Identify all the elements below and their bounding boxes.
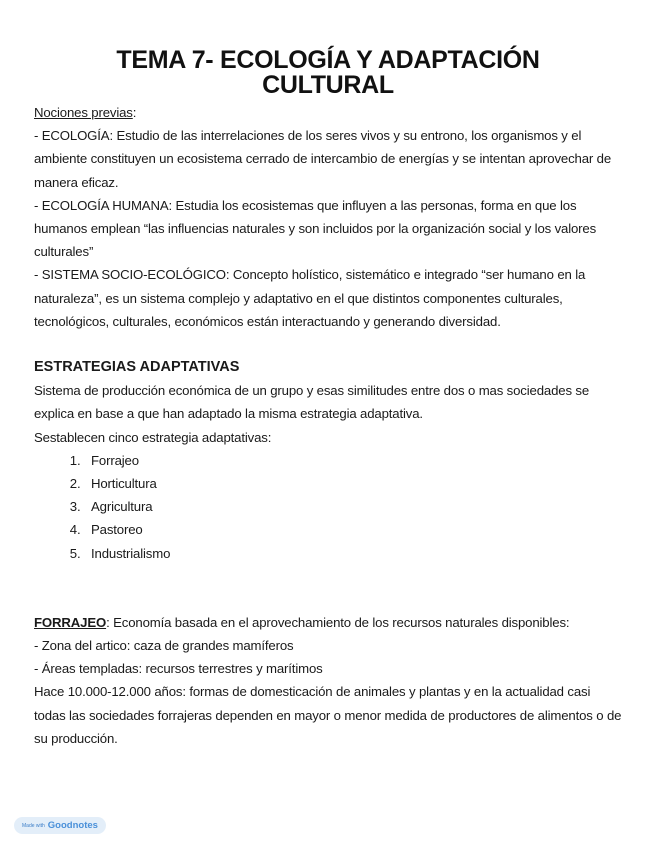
estrategias-intro: Sestablecen cinco estrategia adaptativas: xyxy=(34,429,272,445)
spacer xyxy=(34,565,622,611)
ecologia-term: - ECOLOGÍA: xyxy=(34,128,117,144)
ecologia-text: Estudio de las interrelaciones de los seres vivos y su entrono, los organismos y el ambiente constituyen un ecosistema cerrado de intercambio de energías y se intentan aprovechar de manera eficaz. xyxy=(34,128,612,190)
strategies-list xyxy=(34,449,622,565)
humana-text: Estudia los ecosistemas que influyen a las personas, forma en que los humanos emplean “las influencias naturales y son incluidos por la organización social y los valores culturales” xyxy=(34,197,597,260)
watermark-brand: Goodnotes xyxy=(47,820,98,831)
socio-text: Concepto holístico, sistemático e integrado “ser humano en la naturaleza”, es un sistema complejo y adaptativo en el que distintos componentes culturales, tecnológicos, culturales, económicos están interactuando y generando diversidad. xyxy=(34,267,586,329)
forrajeo-intro-line xyxy=(34,611,622,634)
title-line-1: TEMA 7- ECOLOGÍA Y ADAPTACIÓN xyxy=(116,46,540,74)
title-line-2: CULTURAL xyxy=(262,71,394,99)
definition-sistema-socio-ecologico xyxy=(34,263,622,333)
watermark-prefix: Made with xyxy=(22,822,45,829)
definition-ecologia-humana xyxy=(34,194,622,264)
list-item: 1. Forrajeo xyxy=(84,449,622,472)
list-item: 5. Industrialismo xyxy=(84,542,622,565)
socio-term: - SISTEMA SOCIO-ECOLÓGICO: xyxy=(34,267,233,283)
forrajeo-intro: Economía basada en el aprovechamiento de los recursos naturales disponibles: xyxy=(109,614,570,630)
document-body xyxy=(34,101,622,750)
estrategias-paragraph: Sistema de producción económica de un grupo y esas similitudes entre dos o mas sociedades se explica en base a que han adaptado la misma estrategia adaptativa. xyxy=(34,383,590,422)
forrajeo-heading: FORRAJEO xyxy=(34,614,107,630)
nociones-heading: Nociones previas xyxy=(34,105,133,120)
list-item: 3. Agricultura xyxy=(84,495,622,518)
forrajeo-colon: : xyxy=(106,614,110,630)
page-title xyxy=(40,48,616,98)
forrajeo-paragraph: Hace 10.000-12.000 años: formas de domesticación de animales y plantas y en la actualidad casi todas las sociedades forrajeras dependen en mayor o menor medida de productores de alimentos o de su producción. xyxy=(34,684,622,746)
goodnotes-watermark xyxy=(14,817,106,834)
estrategias-heading: ESTRATEGIAS ADAPTATIVAS xyxy=(34,359,240,376)
forrajeo-point-templadas: - Áreas templadas: recursos terrestres y marítimos xyxy=(34,661,323,677)
nociones-heading-line xyxy=(34,101,622,124)
list-item: 4. Pastoreo xyxy=(84,518,622,541)
list-item: 2. Horticultura xyxy=(84,472,622,495)
humana-term: - ECOLOGÍA HUMANA: xyxy=(34,197,176,213)
definition-ecologia xyxy=(34,124,622,194)
nociones-colon: : xyxy=(132,105,137,120)
spacer xyxy=(34,333,622,356)
forrajeo-point-artico: - Zona del artico: caza de grandes mamíferos xyxy=(34,638,294,654)
